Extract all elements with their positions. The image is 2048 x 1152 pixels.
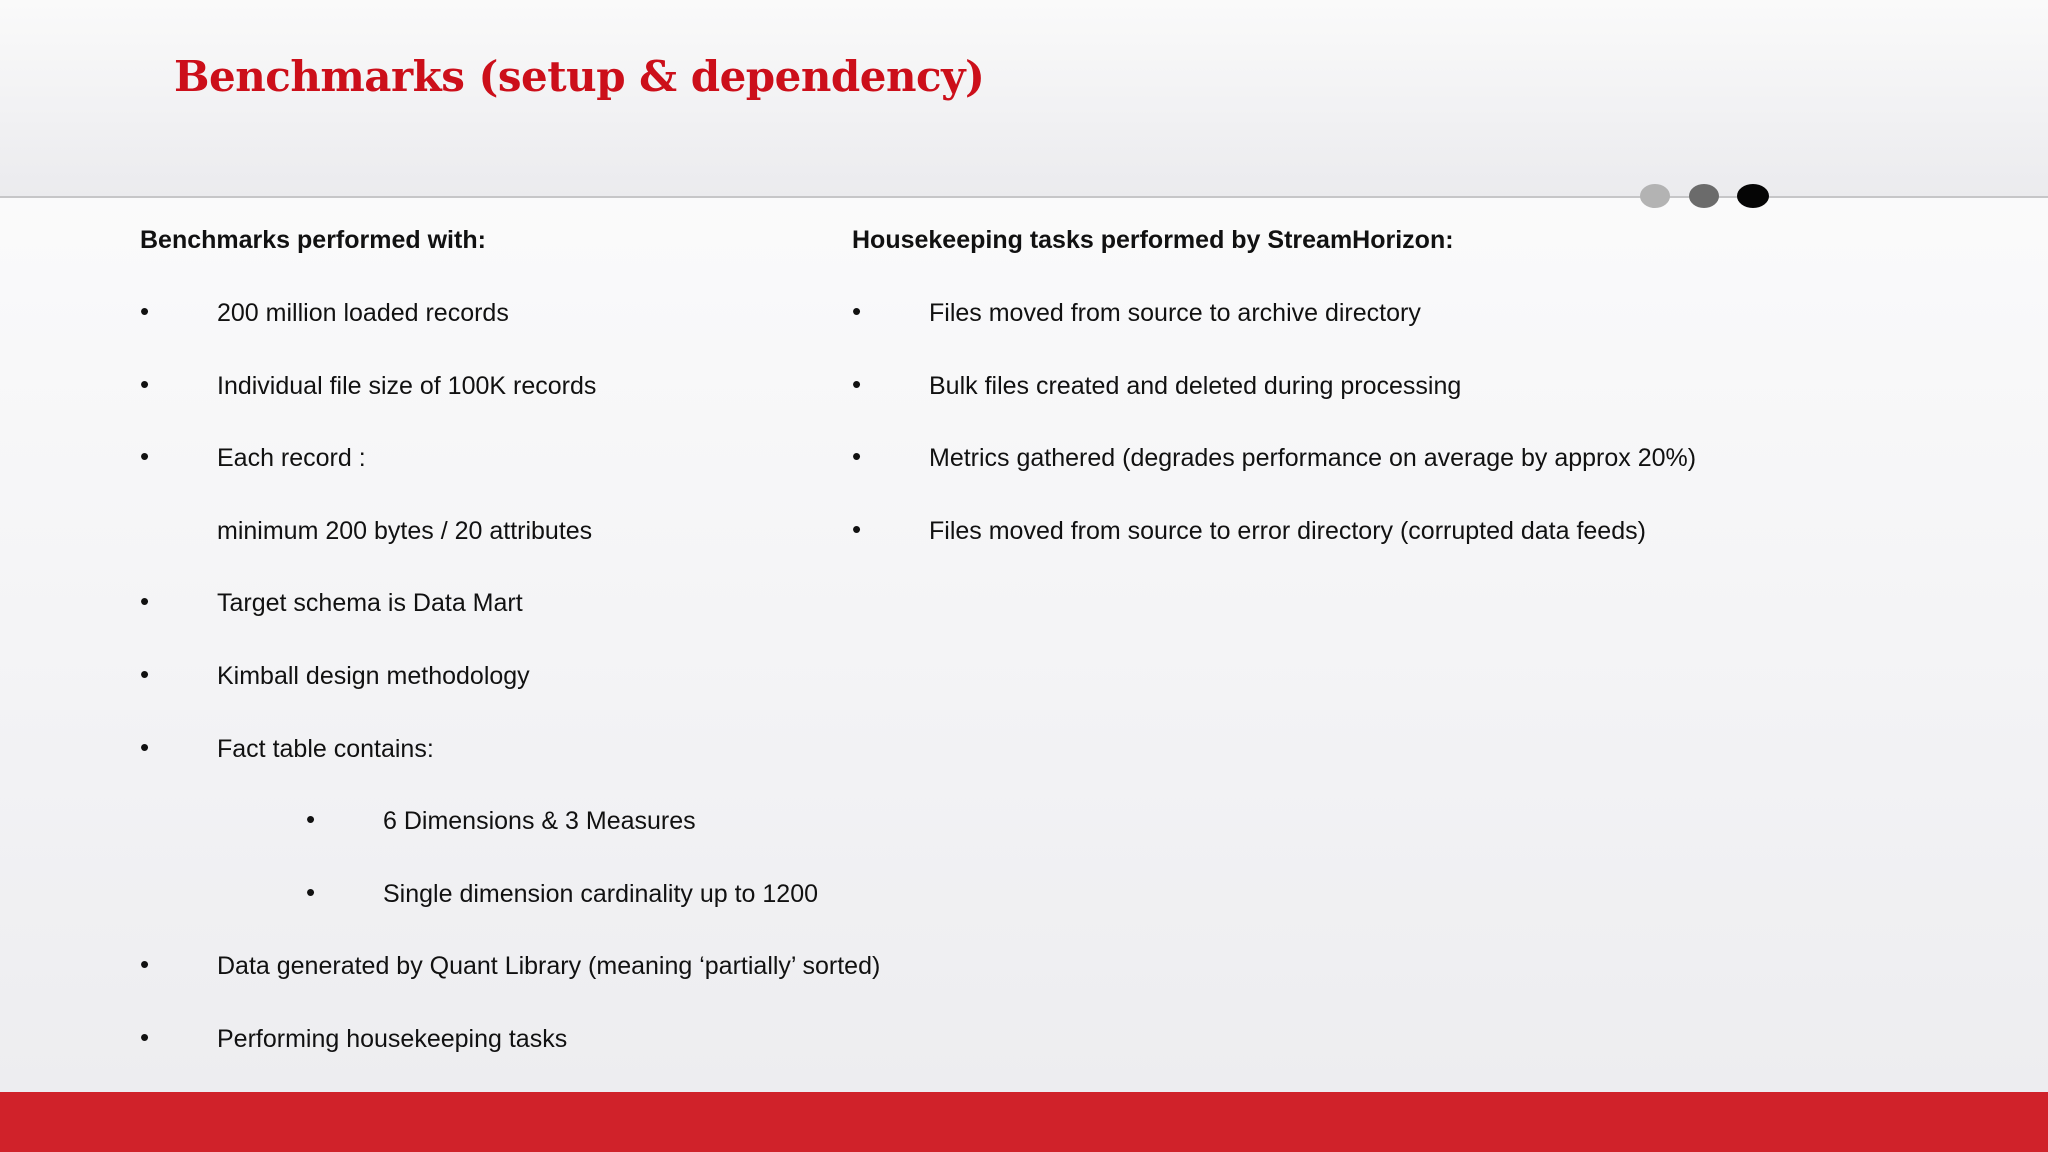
list-item — [140, 583, 850, 656]
list-item — [140, 729, 850, 802]
list-item — [140, 1019, 850, 1092]
bullet-icon: • — [140, 441, 150, 472]
list-item-text: Bulk files created and deleted during processing — [929, 371, 1462, 400]
list-item — [852, 293, 1752, 366]
list-item-text: Data generated by Quant Library (meaning ‘partially’ sorted) — [217, 952, 881, 981]
list-item — [140, 366, 850, 439]
list-item-text: Files moved from source to archive directory — [929, 299, 1421, 327]
list-item — [852, 511, 1752, 584]
list-item — [852, 366, 1752, 439]
left-column — [140, 220, 881, 1092]
list-item-text: Single dimension cardinality up to 1200 — [383, 879, 818, 908]
bullet-icon: • — [306, 804, 316, 835]
list-item-text: minimum 200 bytes / 20 attributes — [217, 516, 593, 545]
decorative-dots — [1640, 184, 1770, 210]
list-item — [140, 438, 850, 511]
list-item-text: Each record : — [217, 444, 366, 473]
list-item — [140, 656, 850, 729]
list-item-text: 6 Dimensions & 3 Measures — [383, 807, 696, 836]
bullet-icon: • — [140, 586, 150, 617]
right-column-heading: Housekeeping tasks performed by StreamHorizon: — [852, 226, 1454, 254]
bullet-icon: • — [852, 368, 862, 399]
bullet-icon: • — [140, 1021, 150, 1052]
bullet-icon: • — [852, 441, 862, 472]
list-item-text: Files moved from source to error directory (corrupted data feeds) — [929, 516, 1646, 545]
list-item-text: 200 million loaded records — [217, 299, 509, 327]
list-item-text: Individual file size of 100K records — [217, 371, 597, 400]
bullet-icon: • — [140, 949, 150, 980]
left-column-heading: Benchmarks performed with: — [140, 226, 486, 254]
list-item — [140, 293, 850, 366]
dot-light-icon — [1640, 184, 1670, 208]
bullet-icon: • — [852, 296, 862, 326]
list-item-text: Kimball design methodology — [217, 661, 530, 690]
right-column — [852, 220, 1752, 583]
bullet-icon: • — [140, 296, 150, 326]
slide-title: Benchmarks (setup & dependency) — [174, 52, 985, 101]
sub-list-item — [140, 874, 850, 947]
list-item-text: Metrics gathered (degrades performance on average by approx 20%) — [929, 444, 1697, 473]
list-item-text: Fact table contains: — [217, 734, 434, 763]
bullet-icon: • — [140, 368, 150, 399]
bullet-icon: • — [140, 658, 150, 689]
footer-bar — [0, 1092, 2048, 1152]
list-item — [852, 438, 1752, 511]
list-item-text: Performing housekeeping tasks — [217, 1024, 568, 1053]
list-item-continuation — [140, 511, 850, 584]
bullet-icon: • — [140, 731, 150, 762]
dot-mid-icon — [1689, 184, 1719, 208]
sub-list-item — [140, 801, 850, 874]
list-item — [140, 946, 881, 1019]
list-item-text: Target schema is Data Mart — [217, 589, 523, 618]
bullet-icon: • — [852, 513, 862, 544]
dot-dark-icon — [1737, 184, 1769, 208]
bullet-icon: • — [306, 876, 316, 907]
